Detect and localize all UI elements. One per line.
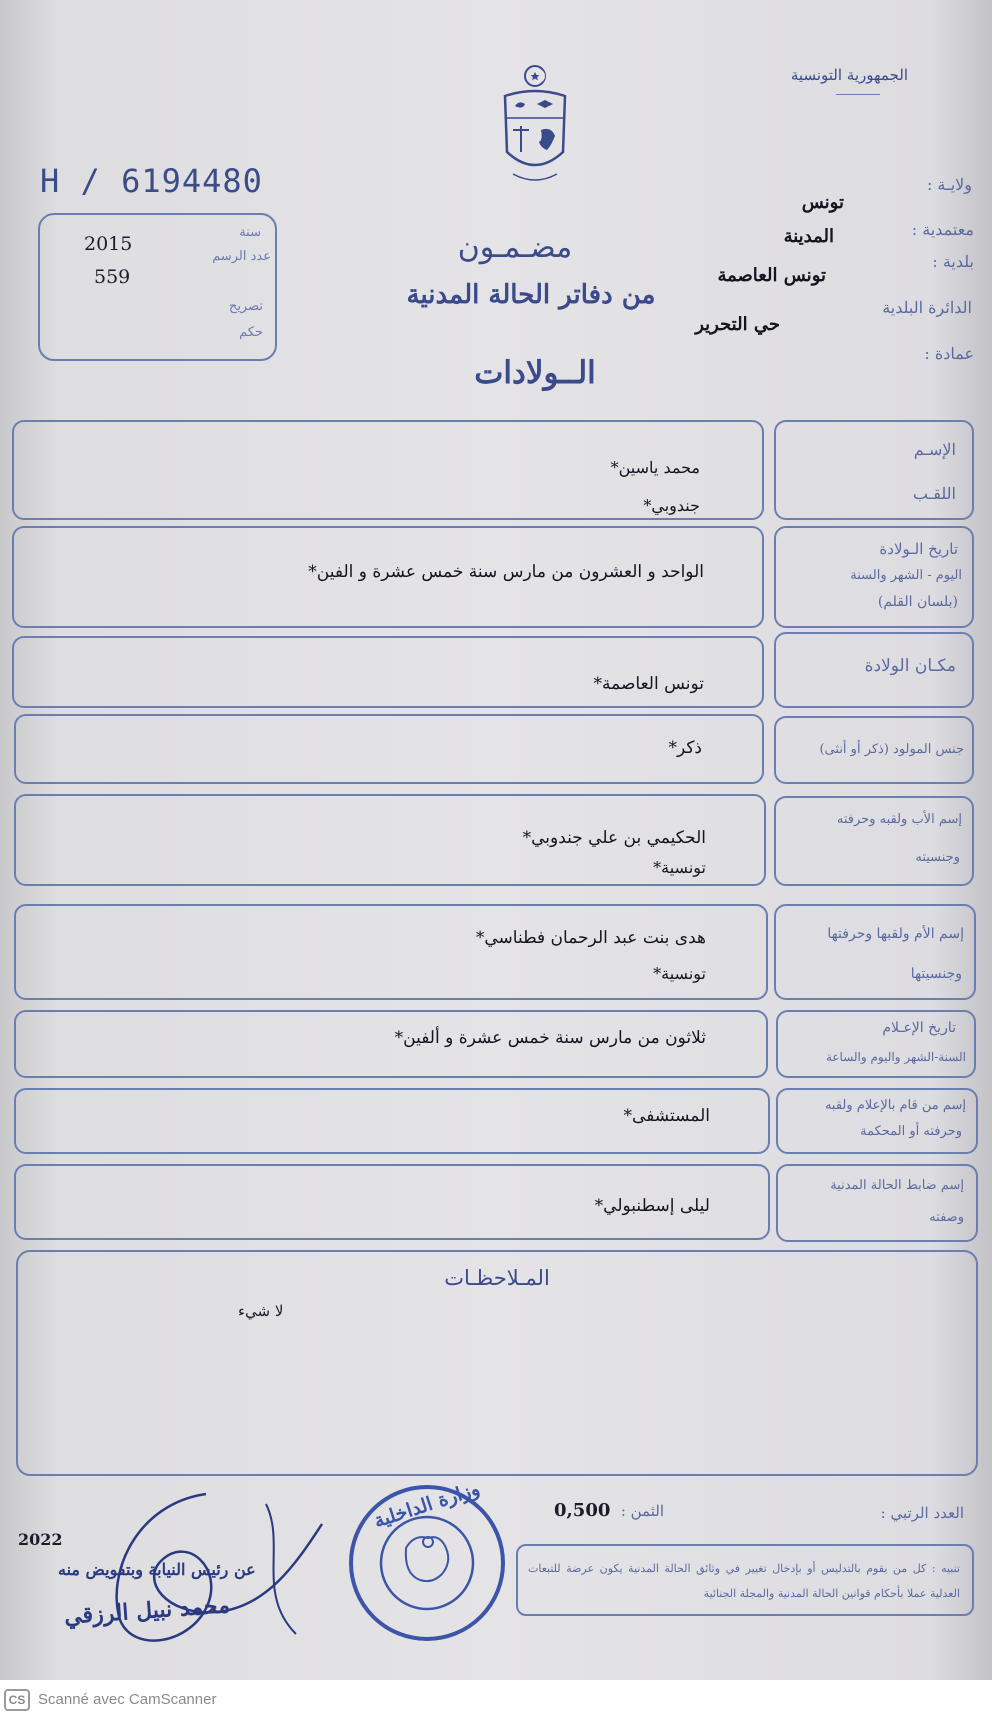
name-value: محمد ياسين* xyxy=(610,458,700,477)
section-title: الــولادات xyxy=(474,355,596,391)
birth-date-value: الواحد و العشرون من مارس سنة خمس عشرة و الفين* xyxy=(308,562,704,582)
birth-date-label-3: (بلسان القلم) xyxy=(877,594,958,610)
registrar-value: ليلى إسطنبولي* xyxy=(594,1196,710,1216)
municipality-label: بلدية : xyxy=(932,252,974,271)
declarant-value: المستشفى* xyxy=(623,1106,710,1126)
remarks-title: المـلاحظـات xyxy=(444,1266,550,1290)
mother-nationality-value: تونسية* xyxy=(653,964,706,983)
declaration-date-value: ثلاثون من مارس سنة خمس عشرة و ألفين* xyxy=(394,1028,706,1048)
row-value-box-registrar xyxy=(14,1164,770,1240)
mother-value: هدى بنت عبد الرحمان فطناسي* xyxy=(475,928,706,948)
document-subtitle: من دفاتر الحالة المدنية xyxy=(406,280,656,310)
district-value: حي التحرير xyxy=(695,314,780,335)
father-nationality-value: تونسية* xyxy=(653,858,706,877)
declarant-label-2: وحرفته أو المحكمة xyxy=(860,1124,962,1139)
coat-of-arms-icon xyxy=(497,60,573,190)
row-label-box-mother xyxy=(774,904,976,1000)
birth-date-label-2: اليوم - الشهر والسنة xyxy=(850,568,962,583)
register-box xyxy=(38,213,277,361)
scanner-footer xyxy=(0,1680,992,1719)
declaration-label: تصريح xyxy=(228,299,263,314)
delegation-value: المدينة xyxy=(783,226,834,247)
signature-line-2: محمد نبيل الرزقي xyxy=(63,1592,231,1630)
serial-number: H / 6194480 xyxy=(40,162,263,200)
camscanner-logo-icon: CS xyxy=(4,1689,30,1711)
delegation-label: معتمدية : xyxy=(911,220,974,239)
year-label: سنة xyxy=(239,225,261,240)
remarks-box xyxy=(16,1250,978,1476)
row-value-box-birth-date xyxy=(12,526,764,628)
row-label-box-name xyxy=(774,420,974,520)
municipality-value: تونس العاصمة xyxy=(717,265,826,286)
birth-place-value: تونس العاصمة* xyxy=(593,674,704,694)
price-label: الثمن : xyxy=(620,1502,664,1520)
notice-text: تنبيه : كل من يقوم بالتدليس أو بإدخال تغيير في وثائق الحالة المدنية يكون عرضة للتبعات العدلية عملا بأحكام قوانين الحالة المدنية والمجلة الجنائية xyxy=(528,1562,960,1600)
stamp-text: وزارة الداخلية xyxy=(371,1477,483,1533)
row-value-box-mother xyxy=(14,904,768,1000)
number-value: 559 xyxy=(94,266,131,288)
district-label: الدائرة البلدية xyxy=(882,298,972,317)
judgment-label: حكم xyxy=(239,325,263,340)
sex-label: جنس المولود (ذكر أو أنثى) xyxy=(819,742,964,757)
birth-date-label-1: تاريخ الـولادة xyxy=(879,540,958,558)
mother-label-2: وجنسيتها xyxy=(910,966,962,982)
declaration-date-label-2: السنة-الشهر واليوم والساعة xyxy=(825,1050,966,1064)
republic-underline xyxy=(836,94,880,95)
year-value: 2015 xyxy=(84,233,133,255)
wilaya-label: ولايـة : xyxy=(926,175,972,194)
notice-box xyxy=(516,1544,974,1616)
row-label-box-sex xyxy=(774,716,974,784)
wilaya-value: تونس xyxy=(801,192,844,213)
price-value: 0,500 xyxy=(554,1500,611,1521)
father-label-2: وجنسيته xyxy=(915,850,960,865)
signature-line-1: عن رئيس النيابة وبتفويض منه xyxy=(58,1560,256,1579)
surname-label: اللقـب xyxy=(912,484,956,503)
declarant-label-1: إسم من قام بالإعلام ولقبه xyxy=(824,1098,966,1113)
row-label-box-declarant xyxy=(776,1088,978,1154)
row-label-box-registrar xyxy=(776,1164,978,1242)
row-value-box-declaration-date xyxy=(14,1010,768,1078)
row-label-box-father xyxy=(774,796,974,886)
father-label-1: إسم الأب ولقبه وحرفته xyxy=(836,812,962,827)
surname-value: جندوبي* xyxy=(643,496,700,515)
row-value-box-father xyxy=(14,794,766,886)
row-value-box-name xyxy=(12,420,764,520)
mother-label-1: إسم الأم ولقبها وحرفتها xyxy=(827,926,964,942)
registrar-label-2: وصفته xyxy=(929,1210,964,1225)
name-label: الإسـم xyxy=(913,440,956,459)
scanner-footer-text: Scanné avec CamScanner xyxy=(38,1691,217,1708)
order-number-label: العدد الرتبي : xyxy=(880,1504,964,1522)
republic-heading: الجمهورية التونسية xyxy=(790,66,908,84)
father-value: الحكيمي بن علي جندوبي* xyxy=(522,828,706,848)
sector-label: عمادة : xyxy=(924,344,974,363)
sex-value: ذكر* xyxy=(668,738,702,758)
birth-place-label: مكـان الولادة xyxy=(864,656,956,676)
row-label-box-birth-place xyxy=(774,632,974,708)
row-value-box-declarant xyxy=(14,1088,770,1154)
issue-year: 2022 xyxy=(18,1530,63,1549)
number-label: عدد الرسم xyxy=(212,249,271,264)
row-label-box-declaration-date xyxy=(776,1010,976,1078)
registrar-label-1: إسم ضابط الحالة المدنية xyxy=(830,1178,964,1193)
remarks-value: لا شيء xyxy=(238,1302,284,1320)
document-title: مضـمـون xyxy=(457,230,573,265)
row-label-box-birth-date xyxy=(774,526,974,628)
handwritten-signature xyxy=(96,1484,336,1652)
row-value-box-sex xyxy=(14,714,764,784)
row-value-box-birth-place xyxy=(12,636,764,708)
declaration-date-label-1: تاريخ الإعـلام xyxy=(882,1020,956,1036)
